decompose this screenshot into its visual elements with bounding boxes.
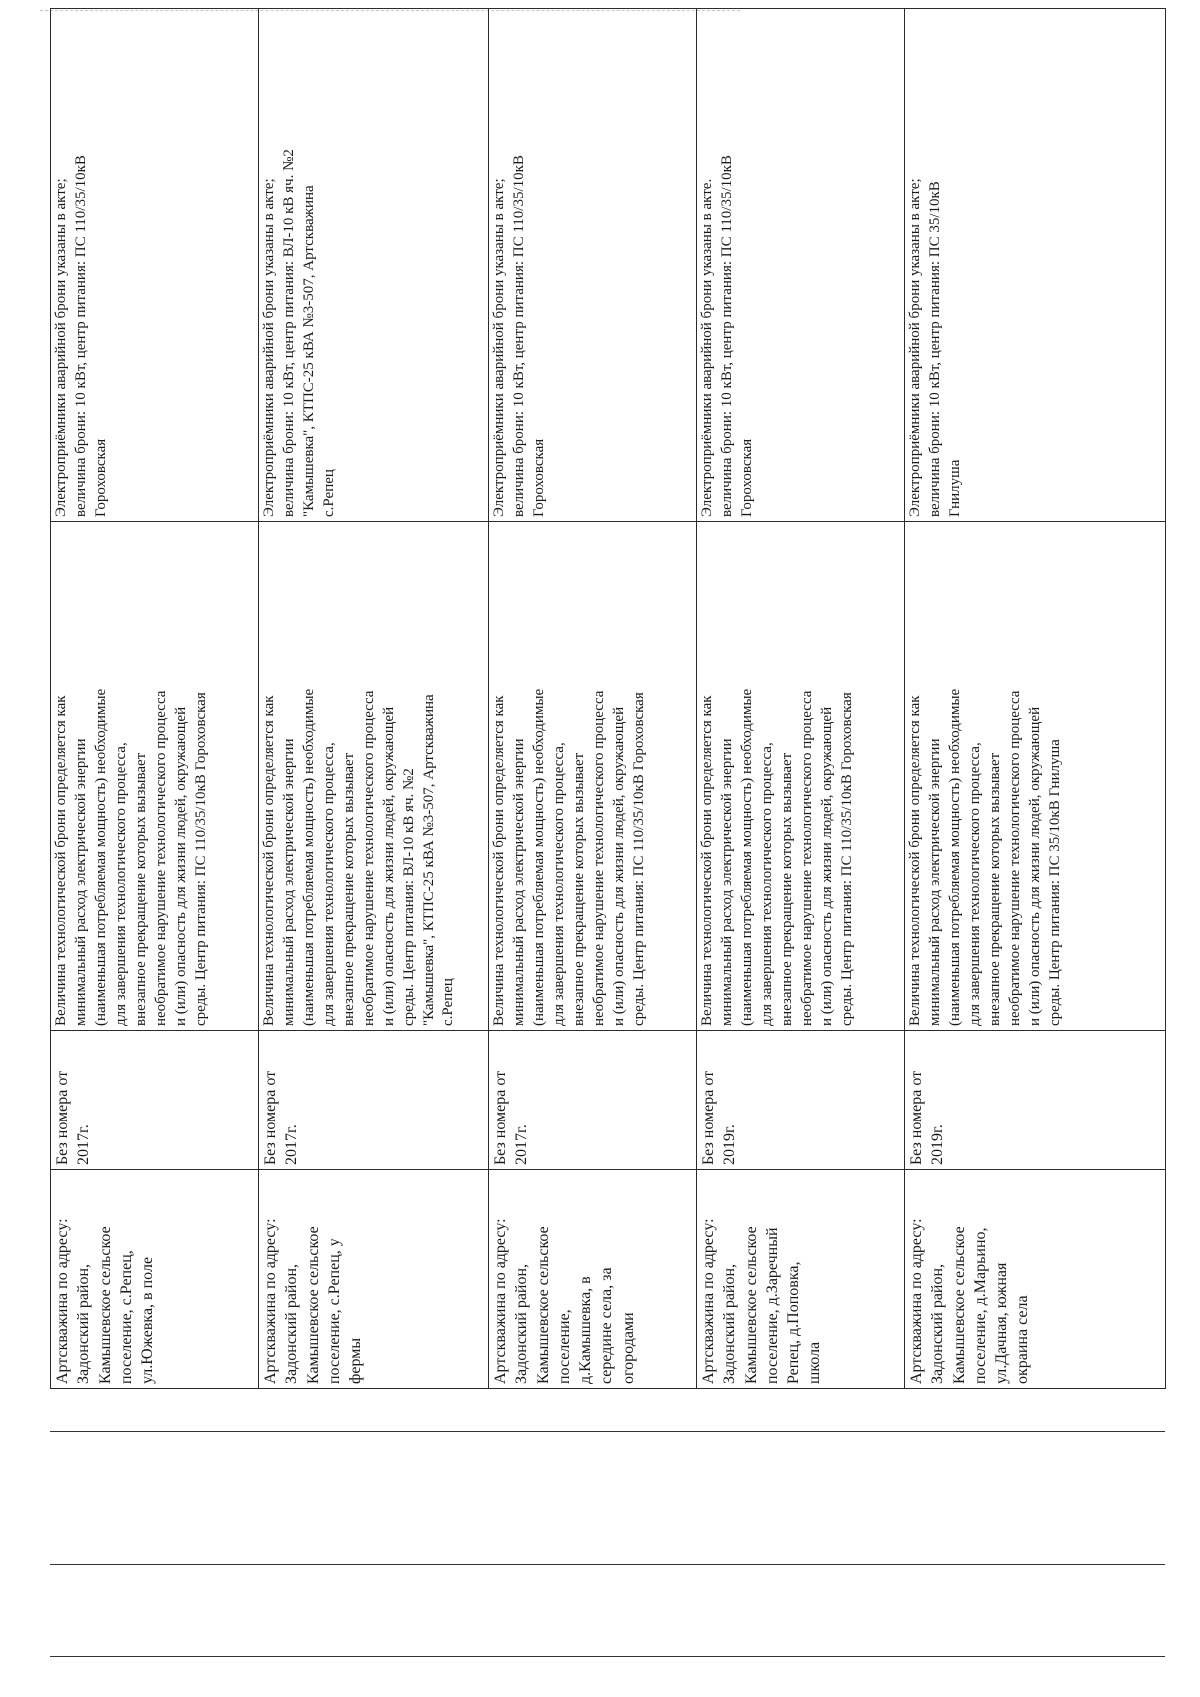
- tech-reserve-cell: Величина технологической брони определяется как минимальный расход электрической энергии (наименьшая потребляемая мощность) необходимые для завершения технологического процесса, внезапное прекращение которых вызывает необратимое нарушение технологического процесса и (или) опасность для жизни людей, окружающей среды. Центр питания: ПС 110/35/10кВ Гороховская: [489, 522, 697, 1031]
- address-cell: Артскважина по адресу: Задонский район, Камышевское сельское поселение, д.Камышевка, в середине села, за огородами: [489, 1170, 697, 1389]
- emergency-reserve-cell: Электроприёмники аварийной брони указаны в акте; величина брони: 10 кВт, центр питания: ПС 35/10кВ Гнилуша: [905, 9, 1166, 522]
- blank-line-3: [50, 1431, 1165, 1432]
- blank-line-1: [50, 1656, 1165, 1657]
- address-cell: Артскважина по адресу: Задонский район, Камышевское сельское поселение, с.Репец, у фермы: [259, 1170, 489, 1389]
- signature-lines: [50, 1389, 1165, 1665]
- act-cell: Без номера от 2017г.: [259, 1031, 489, 1170]
- tech-reserve-cell: Величина технологической брони определяется как минимальный расход электрической энергии (наименьшая потребляемая мощность) необходимые для завершения технологического процесса, внезапное прекращение которых вызывает необратимое нарушение технологического процесса и (или) опасность для жизни людей, окружающей среды. Центр питания: ПС 110/35/10кВ Гороховская: [51, 522, 259, 1031]
- table-row: [905, 9, 1166, 1389]
- tech-reserve-cell: Величина технологической брони определяется как минимальный расход электрической энергии (наименьшая потребляемая мощность) необходимые для завершения технологического процесса, внезапное прекращение которых вызывает необратимое нарушение технологического процесса и (или) опасность для жизни людей, окружающей среды. Центр питания: ВЛ-10 кВ яч. №2 "Камышевка", КТПС-25 кВА №3-507, Артскважина с.Репец: [259, 522, 489, 1031]
- table-row: [259, 9, 489, 1389]
- address-cell: Артскважина по адресу: Задонский район, Камышевское сельское поселение, д.Марьино, ул.Дачная, южная окраина села: [905, 1170, 1166, 1389]
- tech-reserve-cell: Величина технологической брони определяется как минимальный расход электрической энергии (наименьшая потребляемая мощность) необходимые для завершения технологического процесса, внезапное прекращение которых вызывает необратимое нарушение технологического процесса и (или) опасность для жизни людей, окружающей среды. Центр питания: ПС 110/35/10кВ Гороховская: [697, 522, 905, 1031]
- emergency-reserve-cell: Электроприёмники аварийной брони указаны в акте; величина брони: 10 кВт, центр питания: ВЛ-10 кВ яч. №2 "Камышевка", КТПС-25 кВА №3-507, Артскважина с.Репец: [259, 9, 489, 522]
- address-cell: Артскважина по адресу: Задонский район, Камышевское сельское поселение, д.Заречный Репец, д.Поповка, школа: [697, 1170, 905, 1389]
- act-cell: Без номера от 2019г.: [905, 1031, 1166, 1170]
- landscape-content: [50, 45, 1165, 1665]
- act-cell: Без номера от 2017г.: [489, 1031, 697, 1170]
- act-cell: Без номера от 2019г.: [697, 1031, 905, 1170]
- table-row: [489, 9, 697, 1389]
- table-row: [51, 9, 259, 1389]
- act-cell: Без номера от 2017г.: [51, 1031, 259, 1170]
- tech-reserve-cell: Величина технологической брони определяется как минимальный расход электрической энергии (наименьшая потребляемая мощность) необходимые для завершения технологического процесса, внезапное прекращение которых вызывает необратимое нарушение технологического процесса и (или) опасность для жизни людей, окружающей среды. Центр питания: ПС 35/10кВ Гнилуша: [905, 522, 1166, 1031]
- blank-line-2: [50, 1564, 1165, 1565]
- table-row: [697, 9, 905, 1389]
- address-cell: Артскважина по адресу: Задонский район, Камышевское сельское поселение, с.Репец, ул.Южевка, в поле: [51, 1170, 259, 1389]
- emergency-reserve-cell: Электроприёмники аварийной брони указаны в акте; величина брони: 10 кВт, центр питания: ПС 110/35/10кВ Гороховская: [51, 9, 259, 522]
- emergency-reserve-table: [50, 8, 1166, 1389]
- emergency-reserve-cell: Электроприёмники аварийной брони указаны в акте; величина брони: 10 кВт, центр питания: ПС 110/35/10кВ Гороховская: [489, 9, 697, 522]
- emergency-reserve-cell: Электроприёмники аварийной брони указаны в акте. величина брони: 10 кВт, центр питания: ПС 110/35/10кВ Гороховская: [697, 9, 905, 522]
